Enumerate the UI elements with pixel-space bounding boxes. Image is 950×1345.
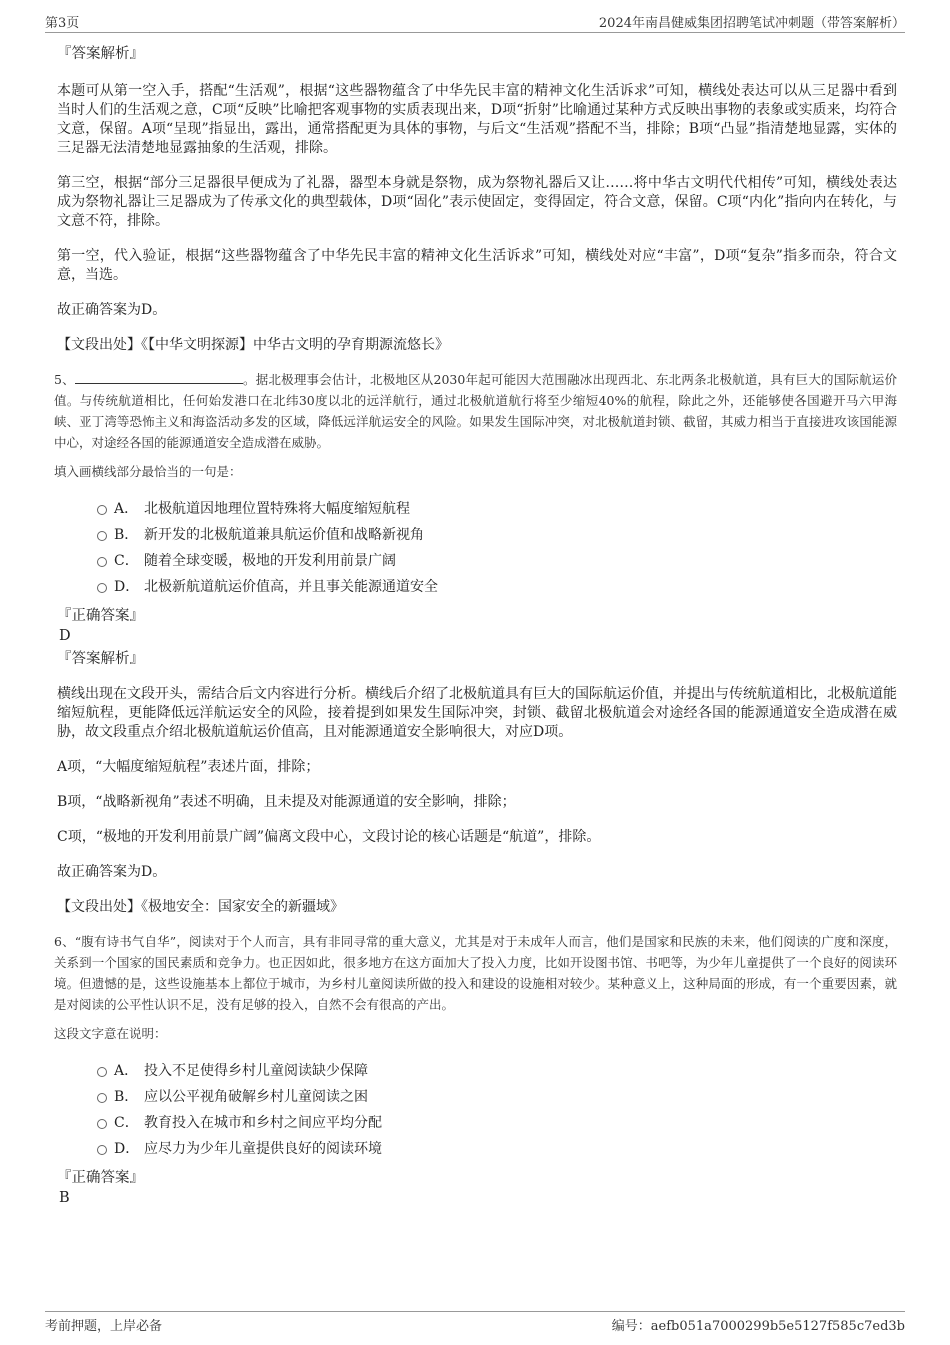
option-d[interactable]	[97, 574, 897, 600]
analysis-conclusion: 故正确答案为D。	[57, 302, 167, 318]
analysis-paragraph: C项，“极地的开发利用前景广阔”偏离文段中心，文段讨论的核心话题是“航道”，排除。	[57, 829, 601, 845]
analysis-label: 『答案解析』	[57, 651, 144, 667]
option-b[interactable]	[97, 1084, 897, 1110]
option-letter: D．	[114, 579, 140, 595]
document-code: 编号：aefb051a7000299b5e5127f585c7ed3b	[611, 1319, 905, 1334]
source-citation: 【文段出处】《【中华文明探源】中华古文明的孕育期源流悠长》	[57, 337, 449, 353]
question-5-stem	[54, 369, 897, 453]
option-b[interactable]	[97, 522, 897, 548]
question-6-options	[97, 1058, 897, 1162]
radio-icon[interactable]	[97, 557, 107, 567]
correct-answer-label: 『正确答案』	[57, 1170, 144, 1186]
option-letter: B．	[114, 1089, 139, 1105]
option-text: 北极航道因地理位置特殊将大幅度缩短航程	[144, 501, 410, 517]
radio-icon[interactable]	[97, 505, 107, 515]
question-6-stem: 6、“腹有诗书气自华”，阅读对于个人而言，具有非同寻常的重大意义，尤其是对于未成年人而言，他们是国家和民族的未来，他们阅读的广度和深度，关系到一个国家的国民素质和竞争力。也正因如此，很多地方在这方面加大了投入力度，比如开设图书馆、书吧等，为少年儿童提供了一个良好的阅读环境。但遗憾的是，这些设施基本上都位于城市，为乡村儿童阅读所做的投入和建设的设施相对较少。某种意义上，这种局面的形成，有一个重要因素，就是对阅读的公平性认识不足，没有足够的投入，自然不会有很高的产出。	[54, 934, 897, 1012]
page-number: 第3页	[45, 16, 80, 31]
analysis-paragraph: 第三空，根据“部分三足器很早便成为了礼器，器型本身就是祭物，成为祭物礼器后又让……将中华古文明代代相传”可知，横线处表达成为祭物礼器让三足器成为了传承文化的典型载体，D项“固化”表示使固定，变得固定，符合文意，保留。C项“内化”指向内在转化，与文意不符，排除。	[57, 175, 897, 229]
correct-answer: D	[59, 628, 71, 644]
analysis-paragraph: 横线出现在文段开头，需结合后文内容进行分析。横线后介绍了北极航道具有巨大的国际航运价值，并提出与传统航道相比，北极航道能缩短航程，更能降低远洋航运安全的风险，接着提到如果发生国际冲突，封锁、截留北极航道会对途经各国的能源通道安全造成潜在威胁，故文段重点介绍北极航道航运价值高，且对能源通道安全影响很大，对应D项。	[57, 686, 897, 740]
analysis-label: 『答案解析』	[57, 46, 144, 62]
option-text: 随着全球变暖，极地的开发利用前景广阔	[144, 553, 396, 569]
option-letter: A．	[114, 1063, 139, 1079]
page-footer	[45, 1311, 905, 1336]
option-a[interactable]	[97, 1058, 897, 1084]
option-c[interactable]	[97, 1110, 897, 1136]
radio-icon[interactable]	[97, 531, 107, 541]
footer-slogan: 考前押题，上岸必备	[45, 1319, 163, 1334]
analysis-conclusion: 故正确答案为D。	[57, 864, 167, 880]
option-c[interactable]	[97, 548, 897, 574]
analysis-paragraph: 本题可从第一空入手，搭配“生活观”，根据“这些器物蕴含了中华先民丰富的精神文化生活诉求”可知，横线处表达可以从三足器中看到当时人们的生活观之意，C项“反映”比喻把客观事物的实质表现出来，D项“折射”比喻通过某种方式反映出事物的表象或实质来，均符合文意，保留。A项“呈现”指显出，露出，通常搭配更为具体的事物，与后文“生活观”搭配不当，排除；B项“凸显”指清楚地显露，实体的三足器无法清楚地显露抽象的生活观，排除。	[57, 83, 897, 156]
option-letter: C．	[114, 553, 139, 569]
option-text: 教育投入在城市和乡村之间应平均分配	[144, 1115, 382, 1131]
question-text: 。据北极理事会估计，北极地区从2030年起可能因大范围融冰出现西北、东北两条北极航道，具有巨大的国际航运价值。与传统航道相比，任何始发港口在北纬30度以北的远洋航行，通过北极航道航行将至少缩短40%的航程，除此之外，还能够使各国避开马六甲海峡、亚丁湾等恐怖主义和海盗活动多发的区域，降低远洋航运安全的风险。如果发生国际冲突，对北极航道封锁、截留，其威力相当于直接进攻该国能源中心，对途经各国的能源通道安全造成潜在威胁。	[54, 372, 897, 450]
radio-icon[interactable]	[97, 583, 107, 593]
option-text: 北极新航道航运价值高，并且事关能源通道安全	[144, 579, 438, 595]
radio-icon[interactable]	[97, 1067, 107, 1077]
analysis-paragraph: B项，“战略新视角”表述不明确，且未提及对能源通道的安全影响，排除；	[57, 794, 516, 810]
question-prompt: 填入画横线部分最恰当的一句是：	[54, 464, 242, 479]
option-letter: B．	[114, 527, 139, 543]
document-title: 2024年南昌健威集团招聘笔试冲刺题（带答案解析）	[598, 16, 905, 31]
correct-answer-label: 『正确答案』	[57, 608, 144, 624]
source-citation: 【文段出处】《极地安全：国家安全的新疆域》	[57, 899, 344, 915]
radio-icon[interactable]	[97, 1145, 107, 1155]
option-text: 投入不足使得乡村儿童阅读缺少保障	[144, 1063, 368, 1079]
option-letter: C．	[114, 1115, 139, 1131]
option-a[interactable]	[97, 496, 897, 522]
option-text: 应尽力为少年儿童提供良好的阅读环境	[144, 1141, 382, 1157]
question-number: 5、	[54, 372, 75, 387]
radio-icon[interactable]	[97, 1119, 107, 1129]
question-prompt: 这段文字意在说明：	[54, 1026, 167, 1041]
analysis-paragraph: 第一空，代入验证，根据“这些器物蕴含了中华先民丰富的精神文化生活诉求”可知，横线处对应“丰富”，D项“复杂”指多而杂，符合文意，当选。	[57, 248, 897, 283]
page-header	[45, 10, 905, 33]
radio-icon[interactable]	[97, 1093, 107, 1103]
option-letter: A．	[114, 501, 139, 517]
fill-blank	[75, 371, 243, 384]
document-body	[54, 44, 897, 1211]
option-text: 新开发的北极航道兼具航运价值和战略新视角	[144, 527, 424, 543]
option-letter: D．	[114, 1141, 140, 1157]
option-d[interactable]	[97, 1136, 897, 1162]
correct-answer: B	[59, 1190, 70, 1206]
question-5-options	[97, 496, 897, 600]
option-text: 应以公平视角破解乡村儿童阅读之困	[144, 1089, 368, 1105]
analysis-paragraph: A项，“大幅度缩短航程”表述片面，排除；	[57, 759, 320, 775]
